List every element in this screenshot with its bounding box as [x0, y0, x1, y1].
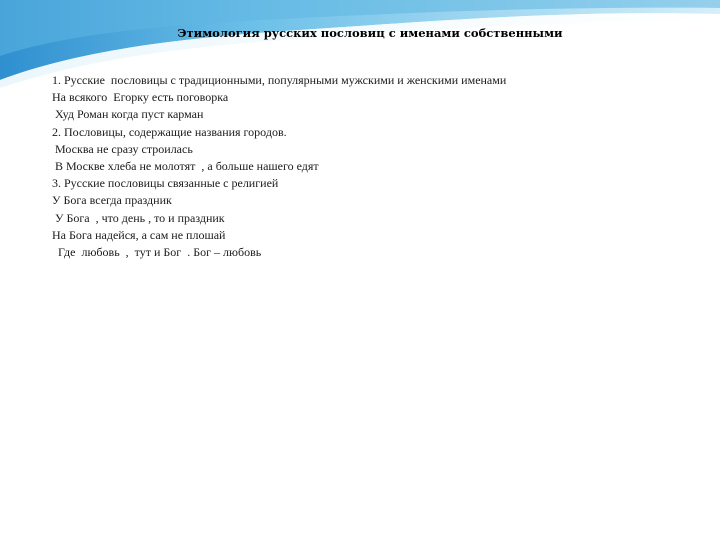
slide-title: Этимология русских пословиц с именами собственными: [177, 26, 563, 40]
text-line: 3. Русские пословицы связанные с религией: [52, 176, 279, 191]
text-line: 1. Русские пословицы с традиционными, популярными мужскими и женскими именами: [52, 73, 507, 87]
text-line: Где любовь , тут и Бог . Бог – любовь: [52, 245, 262, 260]
text-line: У Бога , что день , то и праздник: [52, 210, 225, 225]
text-line: В Москве хлеба не молотят , а больше нашего едят: [52, 159, 319, 174]
text-line: Худ Роман когда пуст карман: [52, 107, 204, 122]
text-line: На всякого Егорку есть поговорка: [52, 90, 229, 105]
text-line: 2. Пословицы, содержащие названия городов.: [52, 124, 287, 139]
proverbs-text: [52, 72, 692, 261]
text-line: На Бога надейся, а сам не плошай: [52, 227, 226, 242]
text-line: У Бога всегда праздник: [52, 193, 172, 208]
text-line: Москва не сразу строилась: [52, 141, 193, 156]
